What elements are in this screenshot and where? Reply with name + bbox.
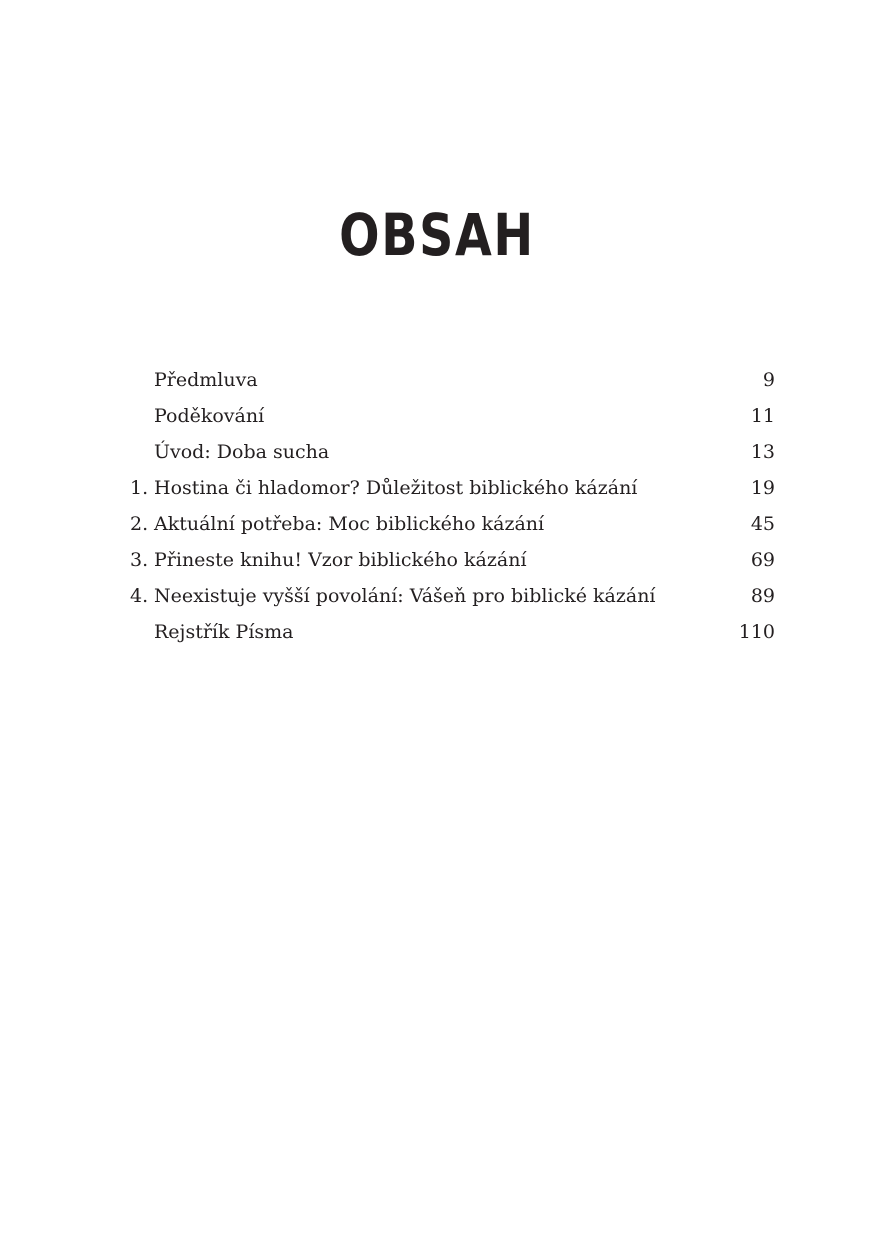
toc-entry-title: Přineste knihu! Vzor biblického kázání — [154, 549, 527, 571]
toc-entry-page: 69 — [750, 549, 775, 571]
toc-entry-chapter-4 — [130, 578, 775, 614]
toc-entry-page: 13 — [750, 441, 775, 463]
toc-entry-predmluva — [130, 362, 775, 398]
toc-entry-chapter-1 — [130, 470, 775, 506]
toc-entry-uvod — [130, 434, 775, 470]
toc-entry-title: Předmluva — [154, 369, 258, 391]
toc-entry-title: Neexistuje vyšší povolání: Vášeň pro biblické kázání — [154, 585, 656, 607]
table-of-contents — [130, 362, 775, 650]
toc-entry-title: Úvod: Doba sucha — [154, 441, 330, 463]
toc-entry-number: 2. — [130, 513, 149, 535]
toc-entry-podekovani — [130, 398, 775, 434]
toc-entry-title: Rejstřík Písma — [154, 621, 294, 643]
toc-entry-page: 9 — [762, 369, 775, 391]
toc-entry-rejstrik — [130, 614, 775, 650]
toc-entry-title: Aktuální potřeba: Moc biblického kázání — [154, 513, 545, 535]
toc-entry-page: 110 — [738, 621, 775, 643]
toc-entry-number: 1. — [130, 477, 149, 499]
toc-entry-page: 89 — [750, 585, 775, 607]
page-title: OBSAH — [339, 201, 535, 269]
toc-entry-chapter-3 — [130, 542, 775, 578]
toc-entry-number: 3. — [130, 549, 149, 571]
toc-entry-chapter-2 — [130, 506, 775, 542]
toc-entry-page: 11 — [750, 405, 775, 427]
toc-entry-title: Poděkování — [154, 405, 265, 427]
toc-entry-number: 4. — [130, 585, 149, 607]
toc-entry-title: Hostina či hladomor? Důležitost biblického kázání — [154, 477, 638, 499]
toc-entry-page: 45 — [750, 513, 775, 535]
toc-entry-page: 19 — [750, 477, 775, 499]
